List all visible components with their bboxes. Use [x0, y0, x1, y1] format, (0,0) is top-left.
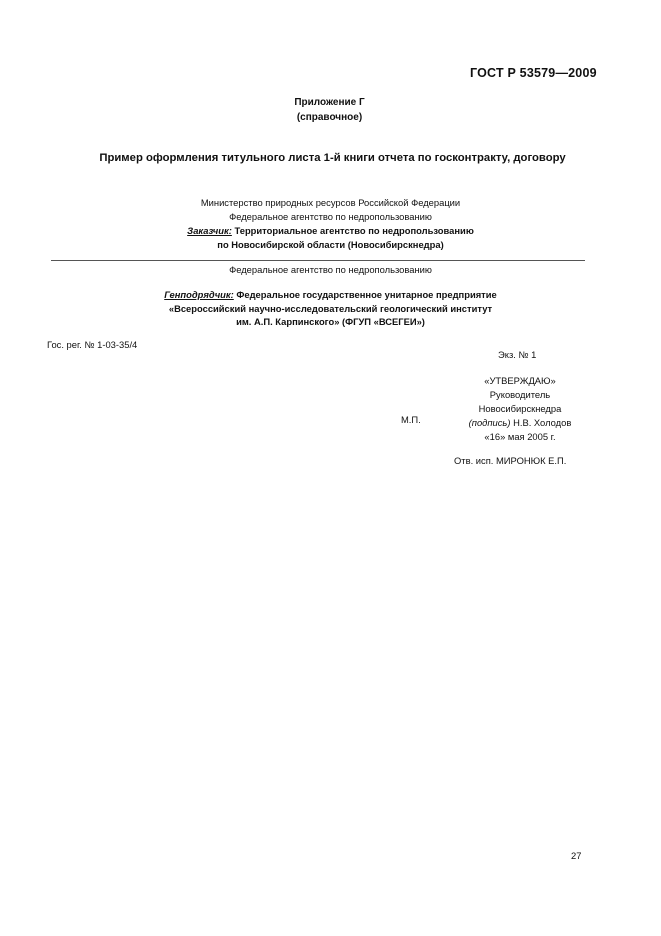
contractor-agency: Федеральное агентство по недропользованию [229, 264, 432, 275]
appendix-heading [0, 95, 661, 125]
registration-number: Гос. рег. № 1-03-35/4 [47, 339, 138, 350]
contractor-line [0, 288, 661, 302]
customer-block [0, 196, 661, 252]
responsible-executor: Отв. исп. МИРОНЮК Е.П. [454, 455, 567, 466]
contractor-block [0, 288, 661, 329]
approver-organization: Новосибирскнедра [478, 403, 562, 414]
approver-position: Руководитель [489, 389, 551, 400]
customer-line [0, 224, 661, 238]
customer-name-cont: по Новосибирской области (Новосибирскнедра) [217, 239, 444, 250]
approval-date: «16» мая 2005 г. [484, 431, 556, 442]
customer-label: Заказчик: [187, 225, 232, 236]
approval-heading: «УТВЕРЖДАЮ» [484, 375, 556, 386]
contractor-name-cont: «Всероссийский научно-исследовательский геологический институт [168, 302, 493, 314]
signature-label: (подпись) [468, 417, 511, 428]
page-number: 27 [571, 850, 582, 861]
contractor-label: Генподрядчик: [164, 289, 234, 300]
copy-number: Экз. № 1 [498, 349, 537, 360]
appendix-type: (справочное) [296, 112, 363, 123]
agency-name: Федеральное агентство по недропользованию [229, 211, 432, 222]
seal-placeholder: М.П. [401, 414, 421, 425]
approval-block [440, 374, 600, 444]
contractor-name: Федеральное государственное унитарное предприятие [233, 289, 497, 300]
signatory-name: Н.В. Холодов [510, 417, 572, 428]
page-title: Пример оформления титульного листа 1-й книги отчета по госконтракту, договору [99, 152, 566, 164]
divider-line [51, 260, 585, 261]
signature-line [440, 416, 600, 430]
standard-number: ГОСТ Р 53579—2009 [470, 66, 597, 80]
appendix-label: Приложение Г [294, 97, 365, 108]
customer-name: Территориальное агентство по недропользованию [231, 225, 474, 236]
ministry-name: Министерство природных ресурсов Российской Федерации [200, 197, 461, 208]
contractor-name-cont2: им. А.П. Карпинского» (ФГУП «ВСЕГЕИ») [236, 316, 425, 327]
